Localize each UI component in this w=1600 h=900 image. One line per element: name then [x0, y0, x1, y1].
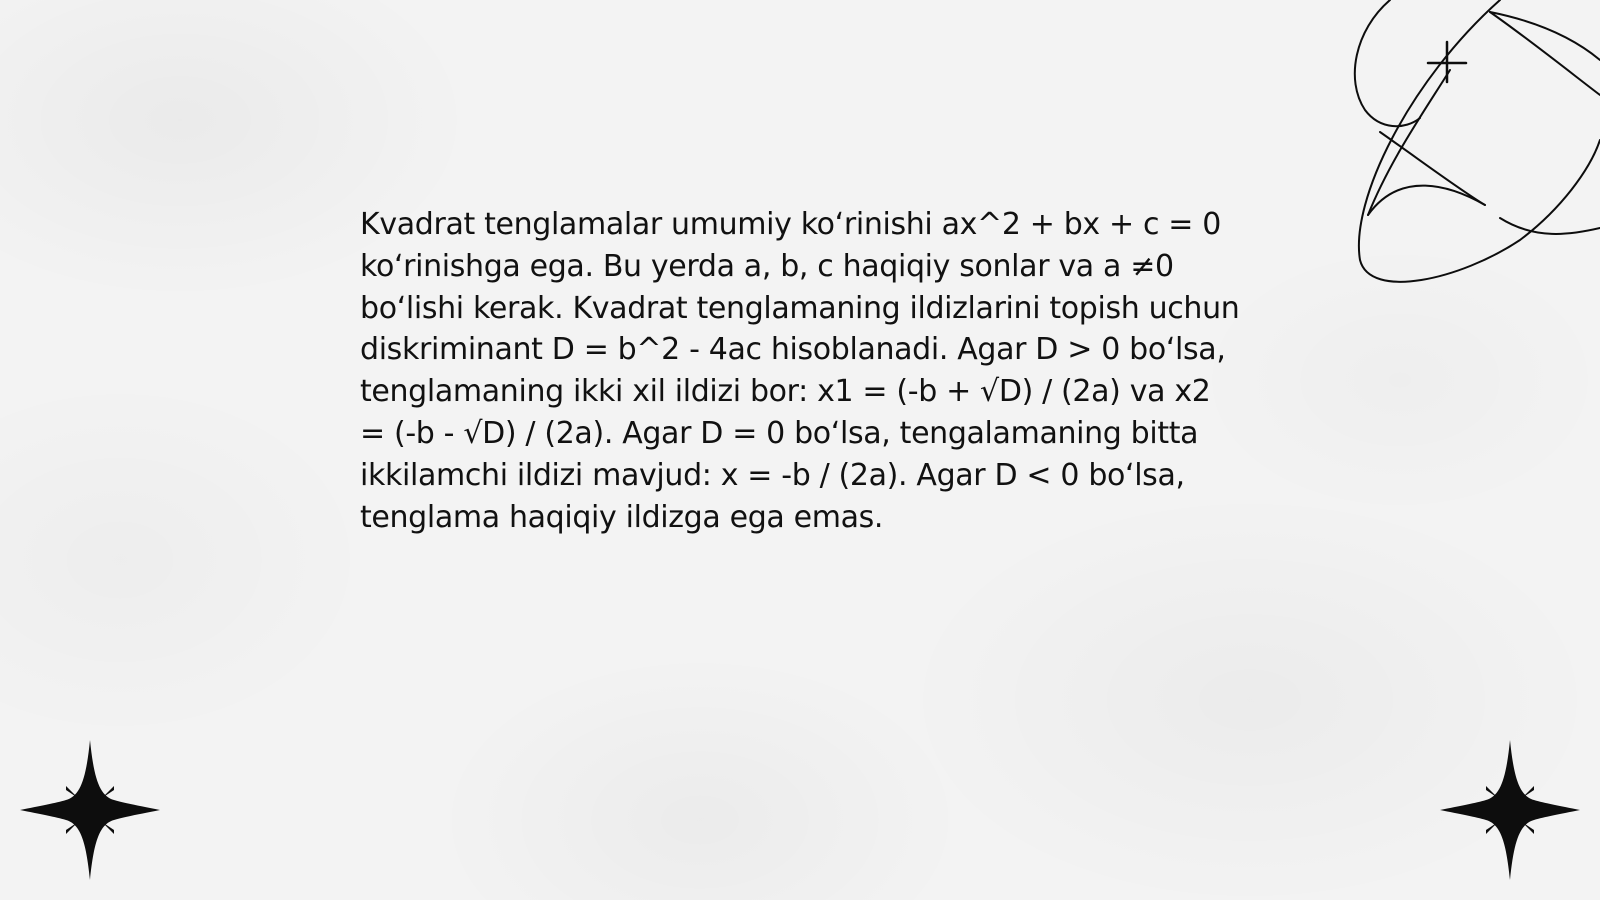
four-point-star-icon — [20, 740, 160, 880]
orbit-lines-sparkle-icon — [1350, 0, 1600, 290]
four-point-star-icon — [1440, 740, 1580, 880]
slide-paragraph: Kvadrat tenglamalar umumiy ko‘rinishi ax^2 + bx + c = 0 ko‘rinishga ega. Bu yerda a, b, c haqiqiy sonlar va a ≠0 bo‘lishi kerak. Kvadrat tenglamaning ildizlarini topish uchun diskriminant D = b^2 - 4ac hisoblanadi. Agar D > 0 bo‘lsa, tenglamaning ikki xil ildizi bor: x1 = (-b + √D) / (2a) va x2 = (-b - √D) / (2a). Agar D = 0 bo‘lsa, tengalamaning bitta ikkilamchi ildizi mavjud: x = -b / (2a). Agar D < 0 bo‘lsa, tenglama haqiqiy ildizga ega emas. — [360, 207, 1240, 535]
